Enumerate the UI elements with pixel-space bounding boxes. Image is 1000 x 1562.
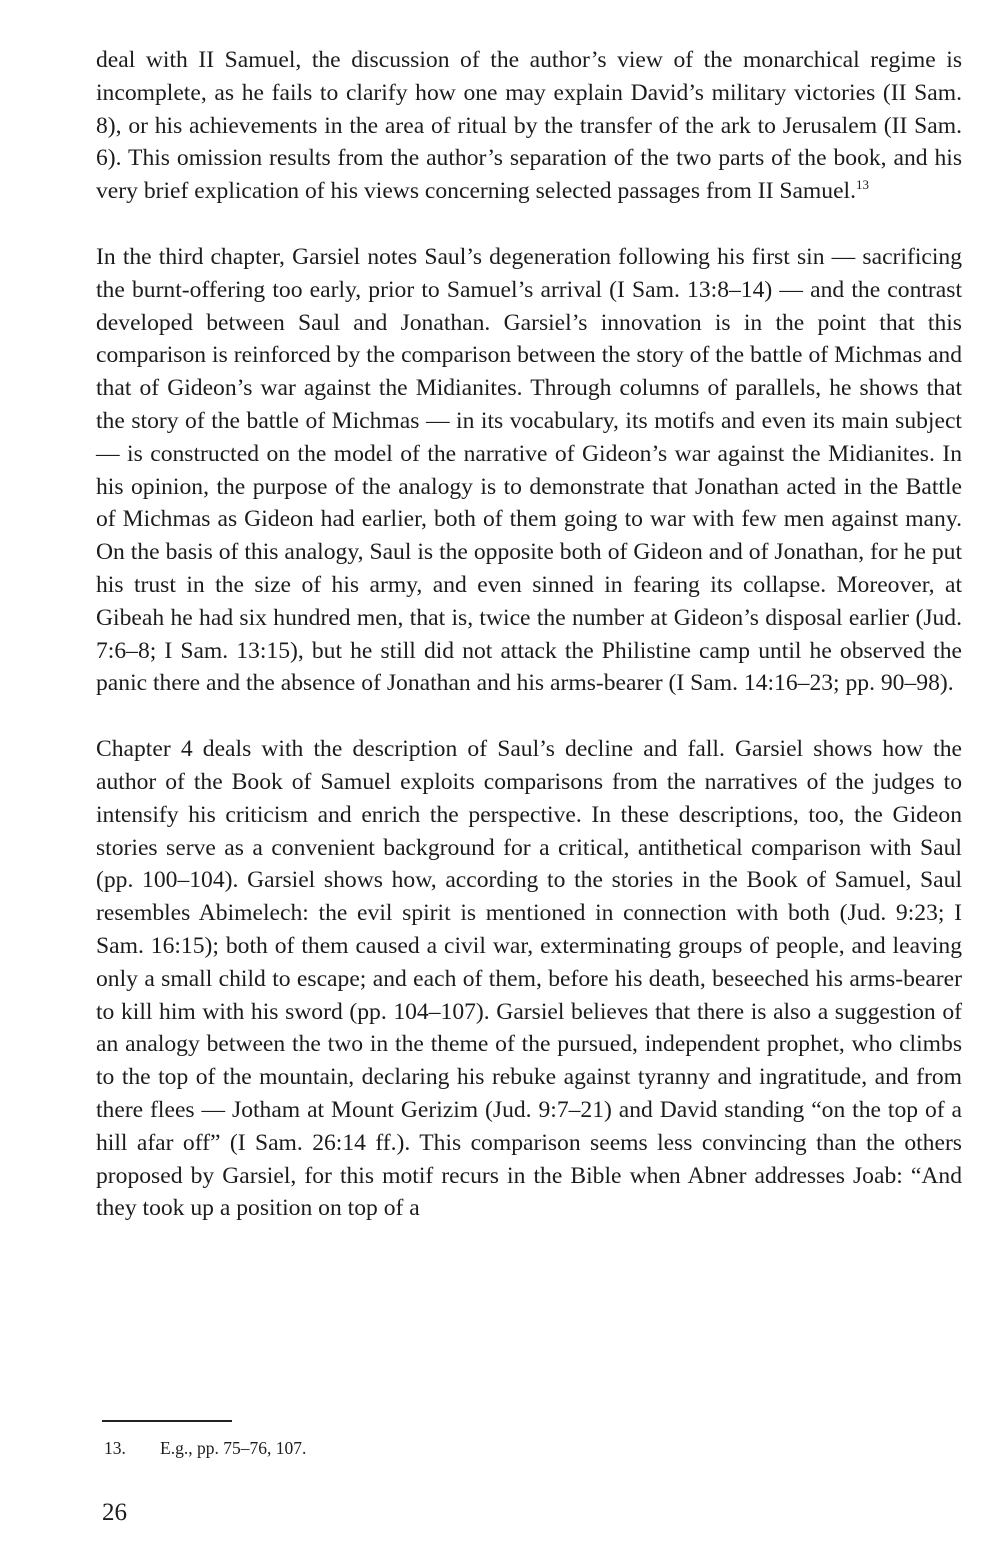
page-number: 26: [102, 1499, 127, 1526]
footnote-divider: [102, 1420, 232, 1422]
paragraph-3: [96, 733, 962, 1225]
paragraph-1-text: deal with II Samuel, the discussion of the author’s view of the monarchical regime is incomplete, as he fails to clarify how one may explain David’s military victories (II Sam. 8), or his achievements in the area of ritual by the transfer of the ark to Jerusalem (II Sam. 6). This omission results from the author’s separation of the two parts of the book, and his very brief explication of his views concerning selected passages from II Samuel.: [96, 47, 962, 205]
footnote-reference[interactable]: 13: [856, 177, 869, 193]
footnote: [104, 1437, 306, 1459]
paragraph-1: [96, 44, 962, 208]
paragraph-3-text: Chapter 4 deals with the description of Saul’s decline and fall. Garsiel shows how the author of the Book of Samuel exploits comparisons from the narratives of the judges to intensify his criticism and enrich the perspective. In these descriptions, too, the Gideon stories serve as a convenient background for a critical, antithetical comparison with Saul (pp. 100–104). Garsiel shows how, according to the stories in the Book of Samuel, Saul resembles Abimelech: the evil spirit is mentioned in connection with both (Jud. 9:23; I Sam. 16:15); both of them caused a civil war, exterminating groups of people, and leaving only a small child to escape; and each of them, before his death, beseeched his arms-bearer to kill him with his sword (pp. 104–107). Garsiel believes that there is also a suggestion of an analogy between the two in the theme of the pursued, independent prophet, who climbs to the top of the mountain, declaring his rebuke against tyranny and ingratitude, and from there flees — Jotham at Mount Gerizim (Jud. 9:7–21) and David standing “on the top of a hill afar off” (I Sam. 26:14 ff.). This comparison seems less convincing than the others proposed by Garsiel, for this motif recurs in the Bible when Abner addresses Joab: “And they took up a position on top of a: [96, 736, 962, 1222]
paragraph-2-text: In the third chapter, Garsiel notes Saul’s degeneration following his first sin — sacrificing the burnt-offering too early, prior to Samuel’s arrival (I Sam. 13:8–14) — and the contrast developed between Saul and Jonathan. Garsiel’s innovation is in the point that this comparison is reinforced by the comparison between the story of the battle of Michmas and that of Gideon’s war against the Midianites. Through columns of parallels, he shows that the story of the battle of Michmas — in its vocabulary, its motifs and even its main subject — is constructed on the model of the narrative of Gideon’s war against the Midianites. In his opinion, the purpose of the analogy is to demonstrate that Jonathan acted in the Battle of Michmas as Gideon had earlier, both of them going to war with few men against many. On the basis of this analogy, Saul is the opposite both of Gideon and of Jonathan, for he put his trust in the size of his army, and even sinned in fearing its collapse. Moreover, at Gibeah he had six hundred men, that is, twice the number at Gideon’s disposal earlier (Jud. 7:6–8; I Sam. 13:15), but he still did not attack the Philistine camp until he observed the panic there and the absence of Jonathan and his arms-bearer (I Sam. 14:16–23; pp. 90–98).: [96, 243, 962, 697]
body-text: [96, 44, 962, 1225]
footnote-text: E.g., pp. 75–76, 107.: [160, 1438, 307, 1458]
paragraph-2: [96, 241, 962, 700]
footnote-number: 13.: [104, 1438, 126, 1458]
